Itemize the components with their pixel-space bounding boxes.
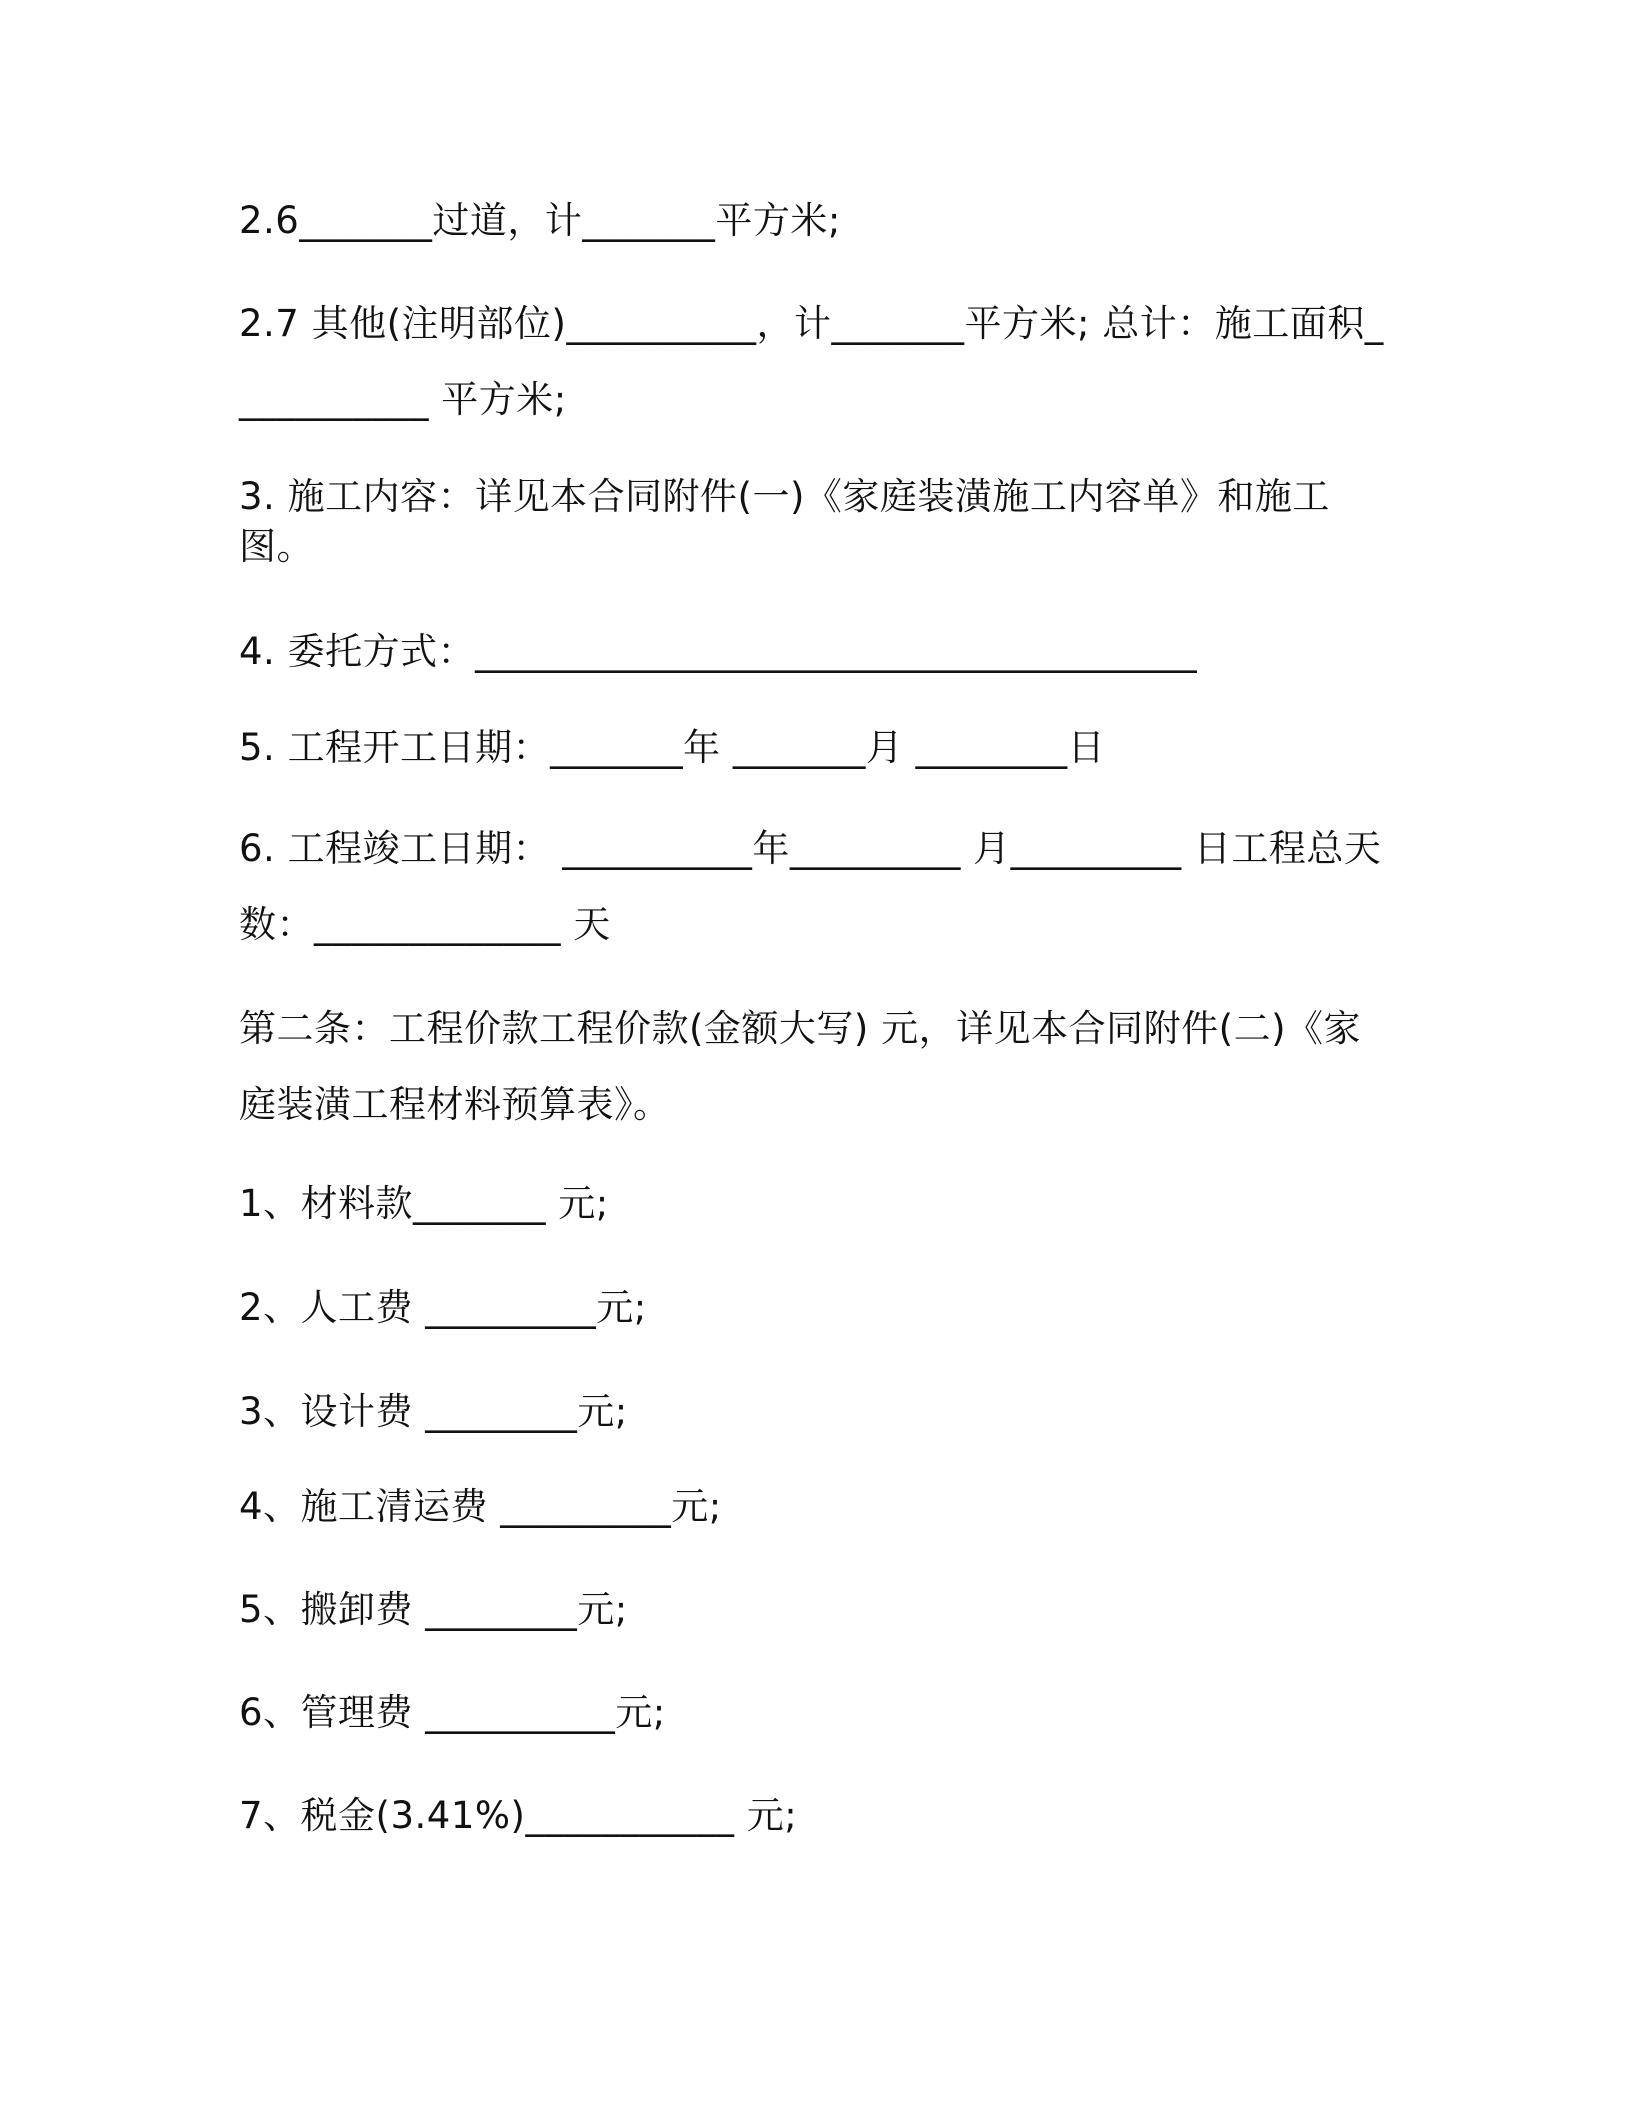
fee-item-5: 5、搬卸费 ________元; bbox=[239, 1588, 628, 1631]
paragraph-article-2: 第二条：工程价款工程价款(金额大写) 元，详见本合同附件(二)《家庭装潢工程材料预算表》。 bbox=[239, 1007, 1361, 1126]
fee-item-3: 3、设计费 ________元; bbox=[239, 1390, 628, 1433]
fee-item-6: 6、管理费 __________元; bbox=[239, 1691, 666, 1734]
paragraph-4: 4. 委托方式：______________________________________ bbox=[239, 630, 1198, 673]
fee-item-2: 2、人工费 _________元; bbox=[239, 1286, 647, 1329]
document-body bbox=[239, 196, 1389, 1841]
paragraph-6: 6. 工程竣工日期： __________年_________ 月_________ 日工程总天数：_____________ 天 bbox=[239, 827, 1382, 946]
paragraph-3: 3. 施工内容：详见本合同附件(一)《家庭装潢施工内容单》和施工图。 bbox=[239, 475, 1330, 568]
paragraph-2-6: 2.6_______过道，计_______平方米; bbox=[239, 199, 841, 242]
fee-item-7: 7、税金(3.41%)___________ 元; bbox=[239, 1794, 798, 1837]
fee-item-4: 4、施工清运费 _________元; bbox=[239, 1485, 722, 1528]
paragraph-5: 5. 工程开工日期：_______年 _______月 ________日 bbox=[239, 726, 1106, 769]
fee-item-1: 1、材料款_______ 元; bbox=[239, 1182, 609, 1225]
paragraph-2-7: 2.7 其他(注明部位)__________，计_______平方米; 总计：施工面积___________ 平方米; bbox=[239, 302, 1384, 421]
